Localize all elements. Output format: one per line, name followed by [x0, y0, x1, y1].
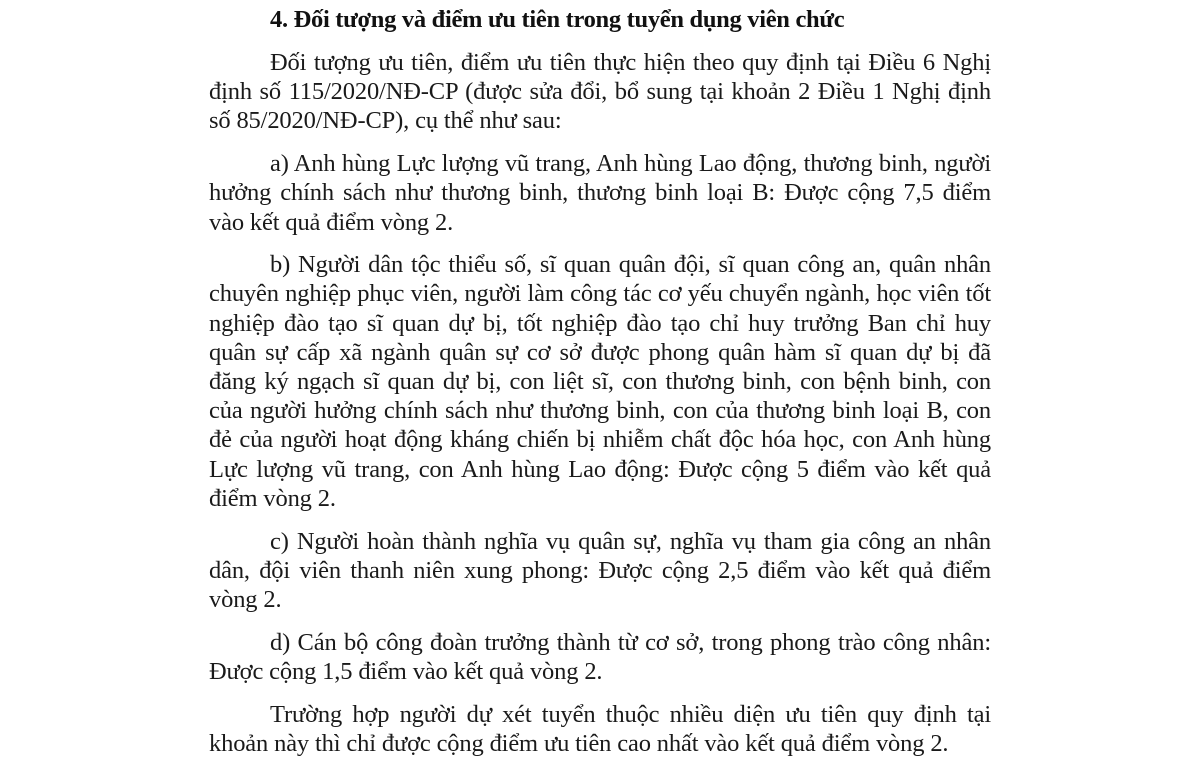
- section-heading: 4. Đối tượng và điểm ưu tiên trong tuyển dụng viên chức: [270, 6, 845, 33]
- document-page: [209, 4, 991, 758]
- priority-item-c: c) Người hoàn thành nghĩa vụ quân sự, nghĩa vụ tham gia công an nhân dân, đội viên thanh niên xung phong: Được cộng 2,5 điểm vào kết quả điểm vòng 2.: [209, 527, 991, 613]
- intro-paragraph: Đối tượng ưu tiên, điểm ưu tiên thực hiện theo quy định tại Điều 6 Nghị định số 115/2020/NĐ-CP (được sửa đổi, bổ sung tại khoản 2 Điều 1 Nghị định số 85/2020/NĐ-CP), cụ thể như sau:: [209, 49, 991, 135]
- priority-item-a: a) Anh hùng Lực lượng vũ trang, Anh hùng Lao động, thương binh, người hưởng chính sách như thương binh, thương binh loại B: Được cộng 7,5 điểm vào kết quả điểm vòng 2.: [209, 150, 991, 236]
- closing-paragraph: Trường hợp người dự xét tuyển thuộc nhiều diện ưu tiên quy định tại khoản này thì chỉ được cộng điểm ưu tiên cao nhất vào kết quả điểm vòng 2.: [209, 700, 991, 757]
- priority-item-d: d) Cán bộ công đoàn trưởng thành từ cơ sở, trong phong trào công nhân: Được cộng 1,5 điểm vào kết quả vòng 2.: [209, 628, 991, 685]
- priority-item-b: b) Người dân tộc thiểu số, sĩ quan quân đội, sĩ quan công an, quân nhân chuyên nghiệp phục viên, người làm công tác cơ yếu chuyển ngành, học viên tốt nghiệp đào tạo sĩ quan dự bị, tốt nghiệp đào tạo chỉ huy trưởng Ban chỉ huy quân sự cấp xã ngành quân sự cơ sở được phong quân hàm sĩ quan dự bị đã đăng ký ngạch sĩ quan dự bị, con liệt sĩ, con thương binh, con bệnh binh, con của người hưởng chính sách như thương binh, con của thương binh loại B, con đẻ của người hoạt động kháng chiến bị nhiễm chất độc hóa học, con Anh hùng Lực lượng vũ trang, con Anh hùng Lao động: Được cộng 5 điểm vào kết quả điểm vòng 2.: [209, 251, 991, 512]
